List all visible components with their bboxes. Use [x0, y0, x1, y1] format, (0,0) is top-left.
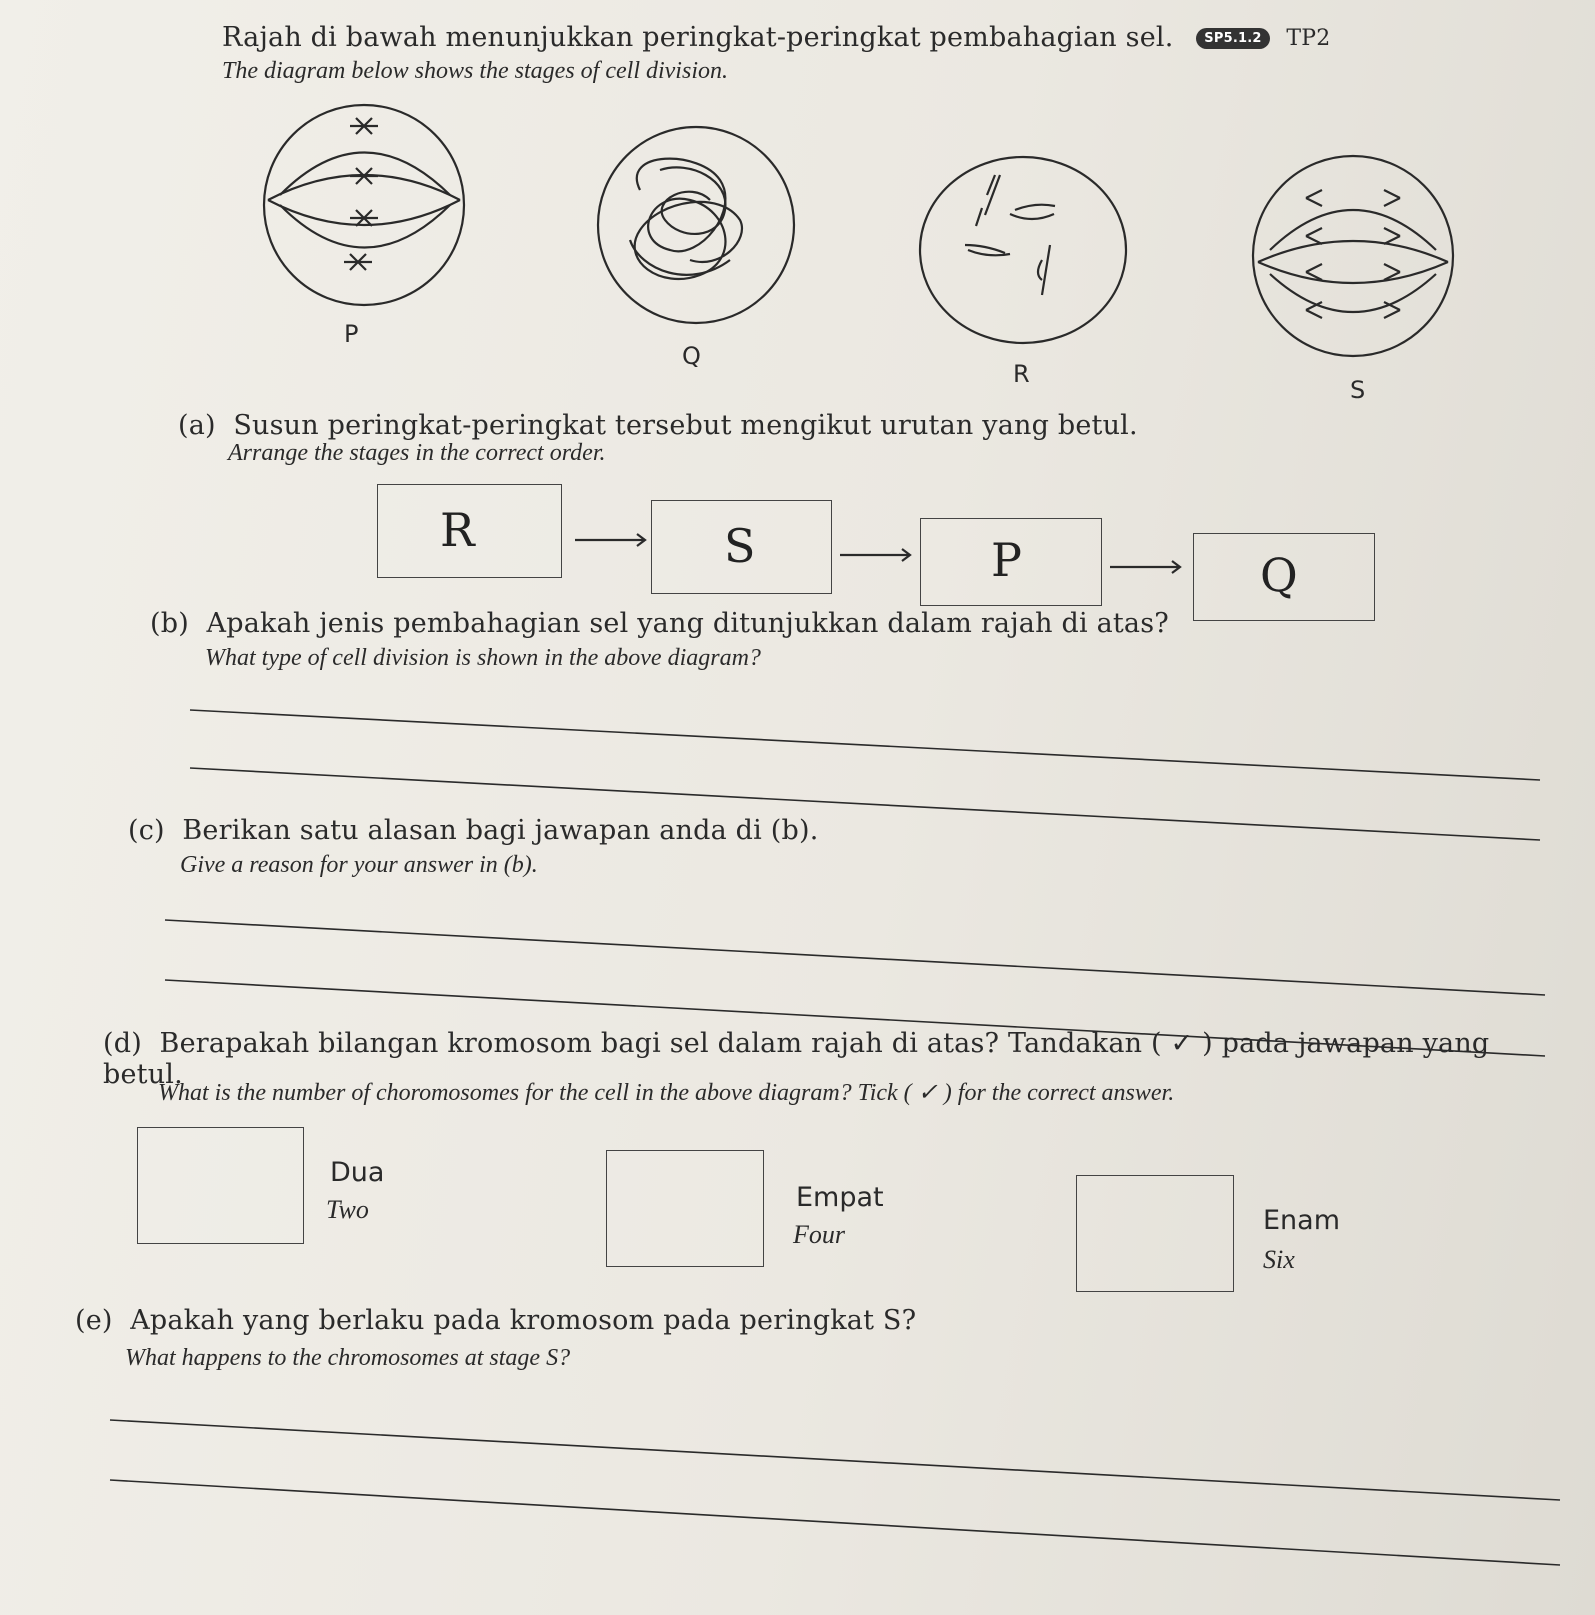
- stage-label-r: R: [1013, 360, 1030, 388]
- question-e-malay: (e) Apakah yang berlaku pada kromosom pada peringkat S?: [75, 1305, 917, 1336]
- question-b-malay: (b) Apakah jenis pembahagian sel yang ditunjukkan dalam rajah di atas?: [150, 608, 1169, 639]
- stage-r-cell: [920, 157, 1126, 343]
- option-label-empat: Empat: [796, 1182, 884, 1213]
- question-a-malay: (a) Susun peringkat-peringkat tersebut mengikut urutan yang betul.: [178, 410, 1138, 441]
- order-box-2[interactable]: [651, 500, 832, 594]
- order-answer-1: R: [440, 503, 475, 557]
- header-malay: Rajah di bawah menunjukkan peringkat-peringkat pembahagian sel. SP5.1.2 TP2: [222, 22, 1331, 53]
- question-b-english: What type of cell division is shown in the above diagram?: [205, 645, 761, 671]
- header-english: The diagram below shows the stages of cell division.: [222, 58, 728, 84]
- stage-p-cell: [264, 105, 464, 305]
- question-d-malay: (d) Berapakah bilangan kromosom bagi sel dalam rajah di atas? Tandakan ( ✓ ) pada jawapan yang betul.: [103, 1028, 1490, 1090]
- order-box-4[interactable]: [1193, 533, 1375, 621]
- stage-label-s: S: [1350, 376, 1366, 404]
- question-c-english: Give a reason for your answer in (b).: [180, 852, 538, 878]
- option-box-six[interactable]: [1076, 1175, 1234, 1292]
- stage-s-cell: [1253, 156, 1453, 356]
- stage-label-q: Q: [682, 342, 701, 370]
- order-answer-3: P: [991, 533, 1022, 587]
- question-e-english: What happens to the chromosomes at stage S?: [125, 1345, 571, 1371]
- option-label-dua: Dua: [330, 1157, 385, 1188]
- order-answer-4: Q: [1260, 548, 1298, 602]
- stage-q-cell: [598, 127, 794, 323]
- tp-level: TP2: [1286, 26, 1331, 51]
- stage-label-p: P: [344, 320, 359, 348]
- option-label-two: Two: [326, 1195, 369, 1224]
- option-box-two[interactable]: [137, 1127, 304, 1244]
- option-label-enam: Enam: [1263, 1205, 1341, 1236]
- order-answer-2: S: [724, 519, 756, 573]
- order-box-3[interactable]: [920, 518, 1102, 606]
- option-label-four: Four: [793, 1220, 845, 1249]
- question-a-english: Arrange the stages in the correct order.: [228, 440, 606, 466]
- order-box-1[interactable]: [377, 484, 562, 578]
- syllabus-badge: SP5.1.2: [1196, 28, 1269, 49]
- option-box-four[interactable]: [606, 1150, 764, 1267]
- option-label-six: Six: [1263, 1245, 1295, 1274]
- question-d-english: What is the number of choromosomes for the cell in the above diagram? Tick ( ✓ ) for the correct answer.: [158, 1080, 1175, 1106]
- question-c-malay: (c) Berikan satu alasan bagi jawapan anda di (b).: [128, 815, 819, 846]
